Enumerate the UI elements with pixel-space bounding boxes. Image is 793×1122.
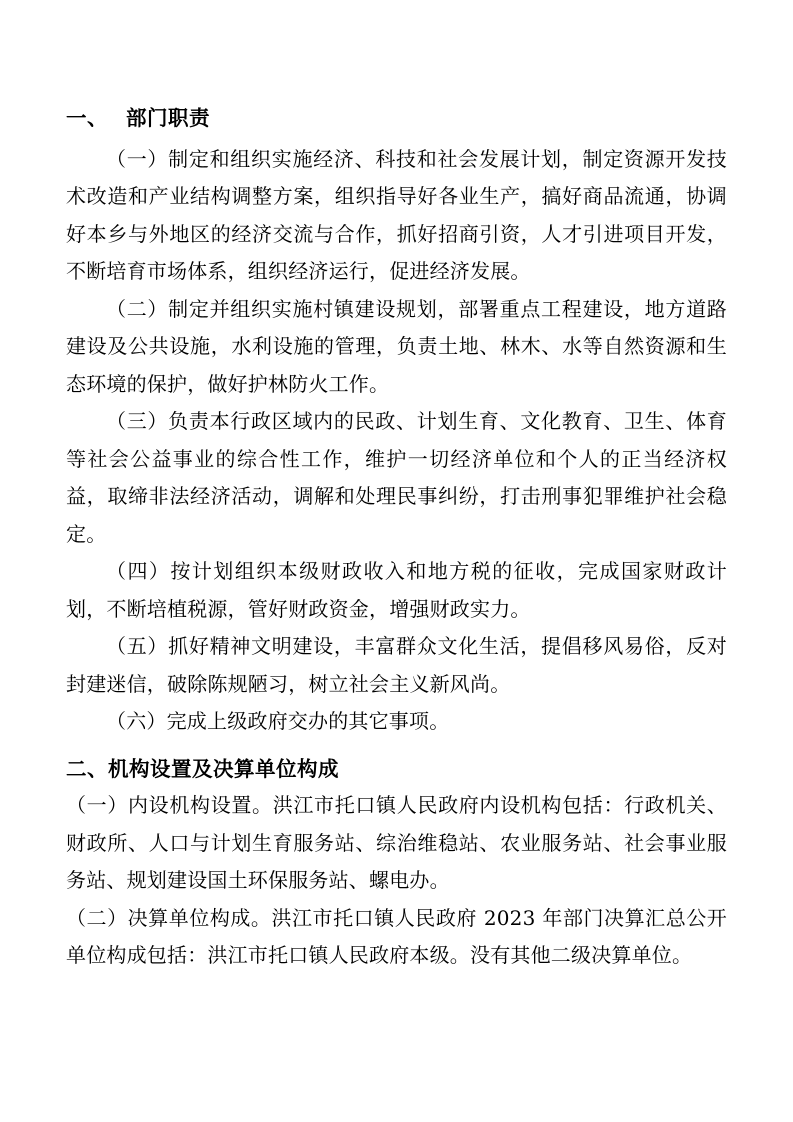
section-1-paragraph-1: （一）制定和组织实施经济、科技和社会发展计划，制定资源开发技术改造和产业结构调整方案，组织指导好各业生产，搞好商品流通，协调好本乡与外地区的经济交流与合作，抓好招商引资，人才引进项目开发，不断培育市场体系，组织经济运行，促进经济发展。 (66, 146, 727, 284)
section-1-heading (66, 104, 727, 133)
section-1-paragraph-4: （四）按计划组织本级财政收入和地方税的征收，完成国家财政计划，不断培植税源，管好财政资金，增强财政实力。 (66, 559, 727, 621)
section-1-heading-text: 部门职责 (126, 106, 210, 130)
section-1-paragraph-2: （二）制定并组织实施村镇建设规划，部署重点工程建设，地方道路建设及公共设施，水利设施的管理，负责土地、林木、水等自然资源和生态环境的保护，做好护林防火工作。 (66, 296, 727, 396)
section-1-paragraph-5: （五）抓好精神文明建设，丰富群众文化生活，提倡移风易俗，反对封建迷信，破除陈规陋习，树立社会主义新风尚。 (66, 634, 727, 696)
section-2-paragraph-1: （一）内设机构设置。洪江市托口镇人民政府内设机构包括：行政机关、财政所、人口与计划生育服务站、综治维稳站、农业服务站、社会事业服务站、规划建设国土环保服务站、螺电办。 (66, 793, 727, 893)
section-1-paragraph-3: （三）负责本行政区域内的民政、计划生育、文化教育、卫生、体育等社会公益事业的综合性工作，维护一切经济单位和个人的正当经济权益，取缔非法经济活动，调解和处理民事纠纷，打击刑事犯罪维护社会稳定。 (66, 409, 727, 546)
section-1-heading-number: 一、 (66, 106, 108, 130)
section-2-paragraph-2: （二）决算单位构成。洪江市托口镇人民政府 2023 年部门决算汇总公开单位构成包括：洪江市托口镇人民政府本级。没有其他二级决算单位。 (66, 905, 727, 968)
section-1-paragraph-6: （六）完成上级政府交办的其它事项。 (106, 709, 450, 734)
section-2-heading: 二、机构设置及决算单位构成 (66, 756, 339, 781)
